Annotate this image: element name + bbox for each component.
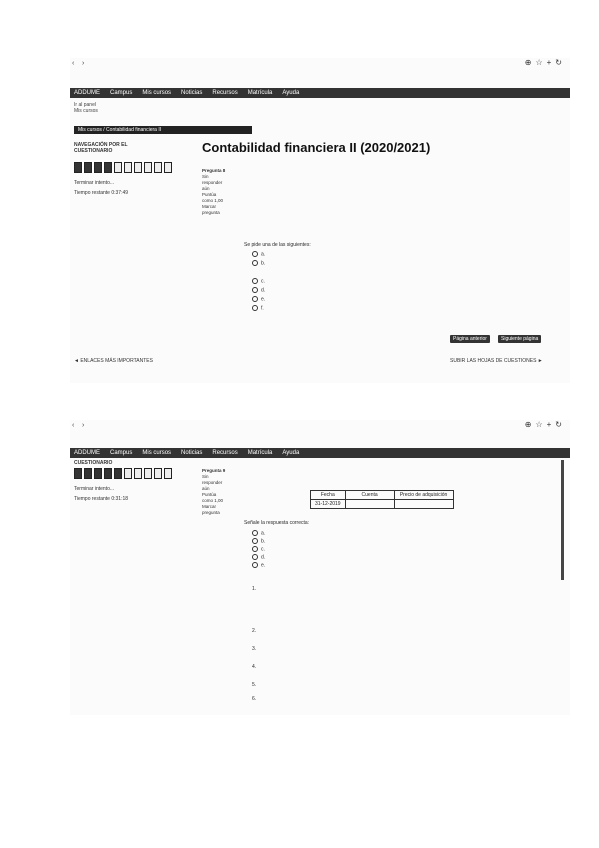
nav-item[interactable]: Matrícula: [247, 450, 273, 456]
time-left: Tiempo restante 0:37:49: [74, 190, 129, 196]
data-table: [310, 490, 454, 509]
question-nav-button[interactable]: [74, 468, 82, 479]
option-label: f.: [261, 305, 264, 312]
radio-button[interactable]: [252, 260, 258, 266]
scrollbar[interactable]: [561, 460, 564, 580]
table-row: [311, 500, 454, 509]
nav-item[interactable]: Campus: [110, 450, 133, 456]
step-item: 4.: [252, 664, 257, 670]
finish-attempt-link[interactable]: Terminar intento...: [74, 180, 115, 186]
question-status: Sin responder aún: [202, 174, 223, 191]
browser-icons[interactable]: [525, 58, 566, 67]
nav-item[interactable]: Ayuda: [282, 90, 300, 96]
radio-button[interactable]: [252, 296, 258, 302]
option-label: e.: [261, 562, 266, 569]
radio-button[interactable]: [252, 538, 258, 544]
question-nav-button[interactable]: [124, 468, 132, 479]
radio-button[interactable]: [252, 287, 258, 293]
question-nav-button[interactable]: [134, 162, 142, 173]
question-status: Sin responder aún: [202, 474, 223, 491]
option-label: d.: [261, 554, 266, 561]
option-label: c.: [261, 546, 265, 553]
nav-item[interactable]: Recursos: [212, 450, 238, 456]
step-item: 5.: [252, 682, 257, 688]
browser-toolbar: [70, 58, 570, 72]
finish-attempt-link[interactable]: Terminar intento...: [74, 486, 115, 492]
table-header: Fecha: [311, 491, 346, 500]
translate-icon[interactable]: ⊕: [524, 58, 536, 67]
question-prompt: Se pide una de las siguientes:: [244, 242, 311, 248]
star-icon[interactable]: ☆: [535, 420, 547, 429]
question-nav-button[interactable]: [144, 162, 152, 173]
question-nav-blocks: [74, 468, 172, 479]
question-grade: Puntúa como 1,00: [202, 492, 224, 503]
breadcrumb-item[interactable]: Ir al panel: [74, 102, 96, 108]
star-icon[interactable]: ☆: [535, 58, 547, 67]
option-label: a.: [261, 251, 266, 258]
table-header: Precio de adquisición: [394, 491, 453, 500]
browser-icons[interactable]: [525, 420, 566, 429]
screenshot-1: [70, 58, 570, 383]
answer-option[interactable]: [252, 546, 265, 552]
question-prompt: Señale la respuesta correcta:: [244, 520, 310, 526]
question-nav-button[interactable]: [164, 468, 172, 479]
nav-item[interactable]: Ayuda: [282, 450, 300, 456]
answer-option[interactable]: [252, 562, 265, 568]
question-nav-button[interactable]: [94, 468, 102, 479]
question-nav-button[interactable]: [104, 162, 112, 173]
question-nav-button[interactable]: [74, 162, 82, 173]
question-nav-button[interactable]: [104, 468, 112, 479]
question-grade: Puntúa como 1,00: [202, 192, 224, 203]
answer-option[interactable]: [252, 278, 265, 284]
top-nav: [70, 448, 570, 458]
nav-item[interactable]: Noticias: [181, 450, 203, 456]
question-nav-blocks: [74, 162, 172, 173]
option-label: d.: [261, 287, 266, 294]
question-info: [202, 168, 226, 216]
question-nav-button[interactable]: [114, 162, 122, 173]
question-number: Pregunta 9: [202, 468, 226, 473]
breadcrumb: [74, 102, 98, 114]
browser-toolbar: [70, 420, 570, 434]
table-header: Cuenta: [345, 491, 394, 500]
flag-question[interactable]: Marcar pregunta: [202, 204, 220, 215]
screenshot-2: [70, 420, 570, 715]
step-item: 2.: [252, 628, 257, 634]
forward-icon[interactable]: ›: [82, 422, 85, 429]
nav-item[interactable]: ADDUME: [74, 90, 101, 96]
page-title: Contabilidad financiera II (2020/2021): [202, 140, 431, 155]
refresh-icon[interactable]: ↻: [555, 420, 566, 429]
nav-item[interactable]: Matrícula: [247, 90, 273, 96]
forward-icon[interactable]: ›: [82, 60, 85, 67]
question-number: Pregunta 8: [202, 168, 226, 173]
step-item: 3.: [252, 646, 257, 652]
radio-button[interactable]: [252, 530, 258, 536]
quiz-nav-heading: CUESTIONARIO: [74, 460, 113, 466]
next-page-button[interactable]: Siguiente página: [498, 335, 541, 343]
nav-item[interactable]: Mis cursos: [142, 90, 172, 96]
question-nav-button[interactable]: [124, 162, 132, 173]
answer-option[interactable]: [252, 530, 265, 536]
option-label: c.: [261, 278, 265, 285]
add-icon[interactable]: +: [546, 58, 556, 67]
add-icon[interactable]: +: [546, 420, 556, 429]
time-left: Tiempo restante 0:31:18: [74, 496, 129, 502]
answer-option[interactable]: [252, 296, 265, 302]
translate-icon[interactable]: ⊕: [524, 420, 536, 429]
option-label: b.: [261, 538, 266, 545]
nav-item[interactable]: ADDUME: [74, 450, 101, 456]
previous-page-button[interactable]: Página anterior: [450, 335, 490, 343]
question-text: [244, 170, 544, 242]
quiz-nav-heading: NAVEGACIÓN POR EL CUESTIONARIO: [74, 142, 128, 154]
refresh-icon[interactable]: ↻: [555, 58, 566, 67]
question-nav-button[interactable]: [164, 162, 172, 173]
question-nav-button[interactable]: [84, 468, 92, 479]
answer-option[interactable]: [252, 554, 265, 560]
question-nav-button[interactable]: [154, 162, 162, 173]
radio-button[interactable]: [252, 562, 258, 568]
breadcrumb-item[interactable]: Mis cursos: [74, 108, 98, 114]
question-nav-button[interactable]: [114, 468, 122, 479]
step-item: 6.: [252, 696, 257, 702]
footer-link-left[interactable]: ◄ ENLACES MÁS IMPORTANTES: [74, 358, 153, 364]
radio-button[interactable]: [252, 554, 258, 560]
question-nav-button[interactable]: [134, 468, 142, 479]
course-header[interactable]: Mis cursos / Contabilidad financiera II: [74, 126, 252, 134]
step-item: 1.: [252, 586, 257, 592]
answer-option[interactable]: [252, 538, 265, 544]
question-nav-button[interactable]: [144, 468, 152, 479]
back-icon[interactable]: ‹: [72, 60, 75, 67]
table-cell: [345, 500, 394, 509]
address-bar[interactable]: [160, 74, 460, 82]
option-label: a.: [261, 530, 266, 537]
answer-option[interactable]: [252, 305, 264, 311]
radio-button[interactable]: [252, 278, 258, 284]
flag-question[interactable]: Marcar pregunta: [202, 504, 220, 515]
nav-item[interactable]: Recursos: [212, 90, 238, 96]
answer-option[interactable]: [252, 287, 265, 293]
answer-option[interactable]: [252, 260, 265, 266]
option-label: b.: [261, 260, 266, 267]
top-nav: [70, 88, 570, 98]
question-nav-button[interactable]: [84, 162, 92, 173]
nav-item[interactable]: Mis cursos: [142, 450, 172, 456]
footer-link-right[interactable]: SUBIR LAS HOJAS DE CUESTIONES ►: [450, 358, 543, 364]
nav-item[interactable]: Campus: [110, 90, 133, 96]
radio-button[interactable]: [252, 251, 258, 257]
question-nav-button[interactable]: [94, 162, 102, 173]
radio-button[interactable]: [252, 305, 258, 311]
back-icon[interactable]: ‹: [72, 422, 75, 429]
question-info: [202, 468, 226, 516]
table-header-row: [311, 491, 454, 500]
question-nav-button[interactable]: [154, 468, 162, 479]
nav-item[interactable]: Noticias: [181, 90, 203, 96]
answer-option[interactable]: [252, 251, 265, 257]
table-cell: [394, 500, 453, 509]
table-cell: 31-12-2019: [311, 500, 346, 509]
radio-button[interactable]: [252, 546, 258, 552]
option-label: e.: [261, 296, 266, 303]
